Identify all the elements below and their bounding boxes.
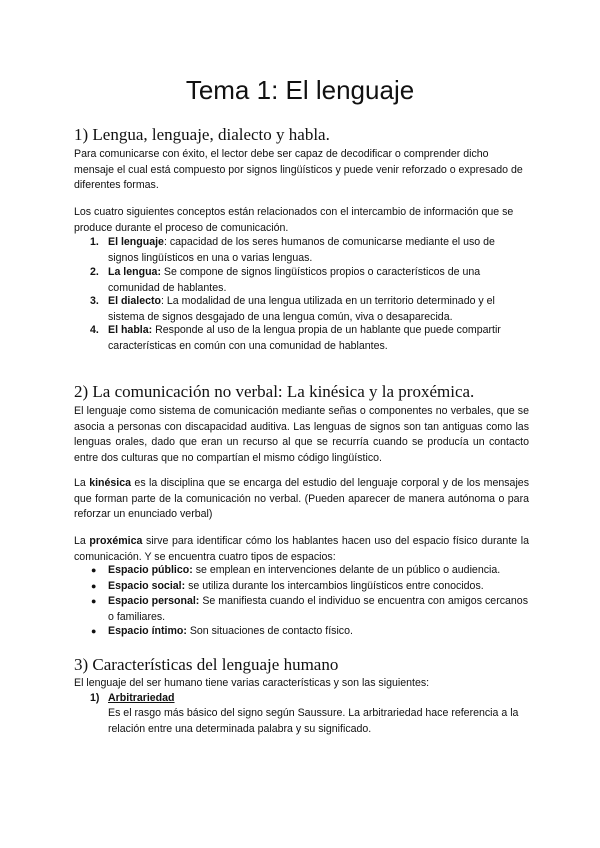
term-arbitrariedad: Arbitrariedad <box>108 692 175 704</box>
term-espacio-social: Espacio social: <box>108 580 186 592</box>
term-espacio-personal: Espacio personal: <box>108 595 200 607</box>
term-espacio-intimo: Espacio íntimo: <box>108 625 187 637</box>
text-body: sirve para identificar cómo los hablantes hacen uso del espacio físico durante la comunicación. Y se encuentra cuatro tipos de espacios: <box>74 535 529 563</box>
text-prefix: La <box>74 535 90 547</box>
term-dialecto: El dialecto <box>108 295 161 307</box>
section-1-heading: 1) Lengua, lenguaje, dialecto y habla. <box>74 125 330 144</box>
list-item-arbitrariedad-title <box>108 691 528 707</box>
bullet-icon: ● <box>91 581 97 591</box>
text-body: es la disciplina que se encarga del estudio del lenguaje corporal y de los mensajes que forman parte de la comunicación no verbal. (Pueden aparecer de manera autónoma o para reforzar un enunciado verbal) <box>74 477 529 521</box>
list-item-habla <box>108 323 528 354</box>
list-item-dialecto <box>108 294 528 325</box>
section-3-paragraph-1: El lenguaje del ser humano tiene varias características y son las siguientes: <box>74 677 430 689</box>
definition-espacio-publico: se emplean en intervenciones delante de un público o audiencia. <box>192 564 501 576</box>
definition-lengua: Se compone de signos lingüísticos propios o característicos de una comunidad de hablantes. <box>108 266 481 294</box>
list-number: 1) <box>90 692 100 704</box>
definition-espacio-personal: Se manifiesta cuando el individuo se encuentra con amigos cercanos o familiares. <box>108 595 528 623</box>
definition-lenguaje: : capacidad de los seres humanos de comunicarse mediante el uso de signos lingüísticos en una o varias lenguas. <box>108 236 495 264</box>
list-number: 1. <box>90 236 99 248</box>
definition-habla: Responde al uso de la lengua propia de un hablante que puede compartir características en común con una comunidad de hablantes. <box>108 324 501 352</box>
list-number: 2. <box>90 266 99 278</box>
list-item-lenguaje <box>108 235 528 266</box>
section-2-paragraph-kinesica <box>74 476 529 523</box>
bullet-item-intimo <box>108 624 528 640</box>
section-2-paragraph-proxemica <box>74 534 529 565</box>
page-title: Tema 1: El lenguaje <box>185 75 415 105</box>
term-habla: El habla: <box>108 324 153 336</box>
bullet-item-social <box>108 579 528 595</box>
definition-dialecto: : La modalidad de una lengua utilizada en un territorio determinado y el sistema de signos desgajado de una lengua común, viva o desaparecida. <box>108 295 495 323</box>
section-1-paragraph-1: Para comunicarse con éxito, el lector debe ser capaz de decodificar o comprender dicho mensaje el cual está compuesto por signos lingüísticos y puede venir reforzado o expresado de diferentes formas. <box>74 148 523 192</box>
term-lengua: La lengua: <box>108 266 161 278</box>
bullet-icon: ● <box>91 565 97 575</box>
definition-espacio-intimo: Son situaciones de contacto físico. <box>186 625 353 637</box>
list-number: 4. <box>90 324 99 336</box>
list-number: 3. <box>90 295 99 307</box>
term-espacio-publico: Espacio público: <box>108 564 193 576</box>
bullet-item-publico <box>108 563 528 579</box>
list-item-arbitrariedad-text: Es el rasgo más básico del signo según Saussure. La arbitrariedad hace referencia a la relación entre una determinada palabra y su significado. <box>108 707 519 735</box>
term-lenguaje: El lenguaje <box>108 236 164 248</box>
definition-espacio-social: se utiliza durante los intercambios lingüísticos entre conocidos. <box>185 580 484 592</box>
term-proxemica: proxémica <box>89 535 143 547</box>
list-item-lengua <box>108 265 528 296</box>
bullet-icon: ● <box>91 626 97 636</box>
bullet-item-personal <box>108 594 528 625</box>
section-1-paragraph-2: Los cuatro siguientes conceptos están relacionados con el intercambio de información que se produce durante el proceso de comunicación. <box>74 206 514 234</box>
bullet-icon: ● <box>91 596 97 606</box>
section-3-heading: 3) Características del lenguaje humano <box>74 655 339 674</box>
term-kinesica: kinésica <box>89 477 132 489</box>
text-prefix: La <box>74 477 90 489</box>
section-2-paragraph-1: El lenguaje como sistema de comunicación mediante señas o componentes no verbales, que se asocia a personas con discapacidad auditiva. Las lenguas de signos son tan antiguas como las lenguas orales, dado que eran un recurso al que se recurría cuando se producía un contacto entre dos culturas que no compartían el mismo código lingüístico. <box>74 405 529 464</box>
section-2-heading: 2) La comunicación no verbal: La kinésica y la proxémica. <box>74 382 475 401</box>
